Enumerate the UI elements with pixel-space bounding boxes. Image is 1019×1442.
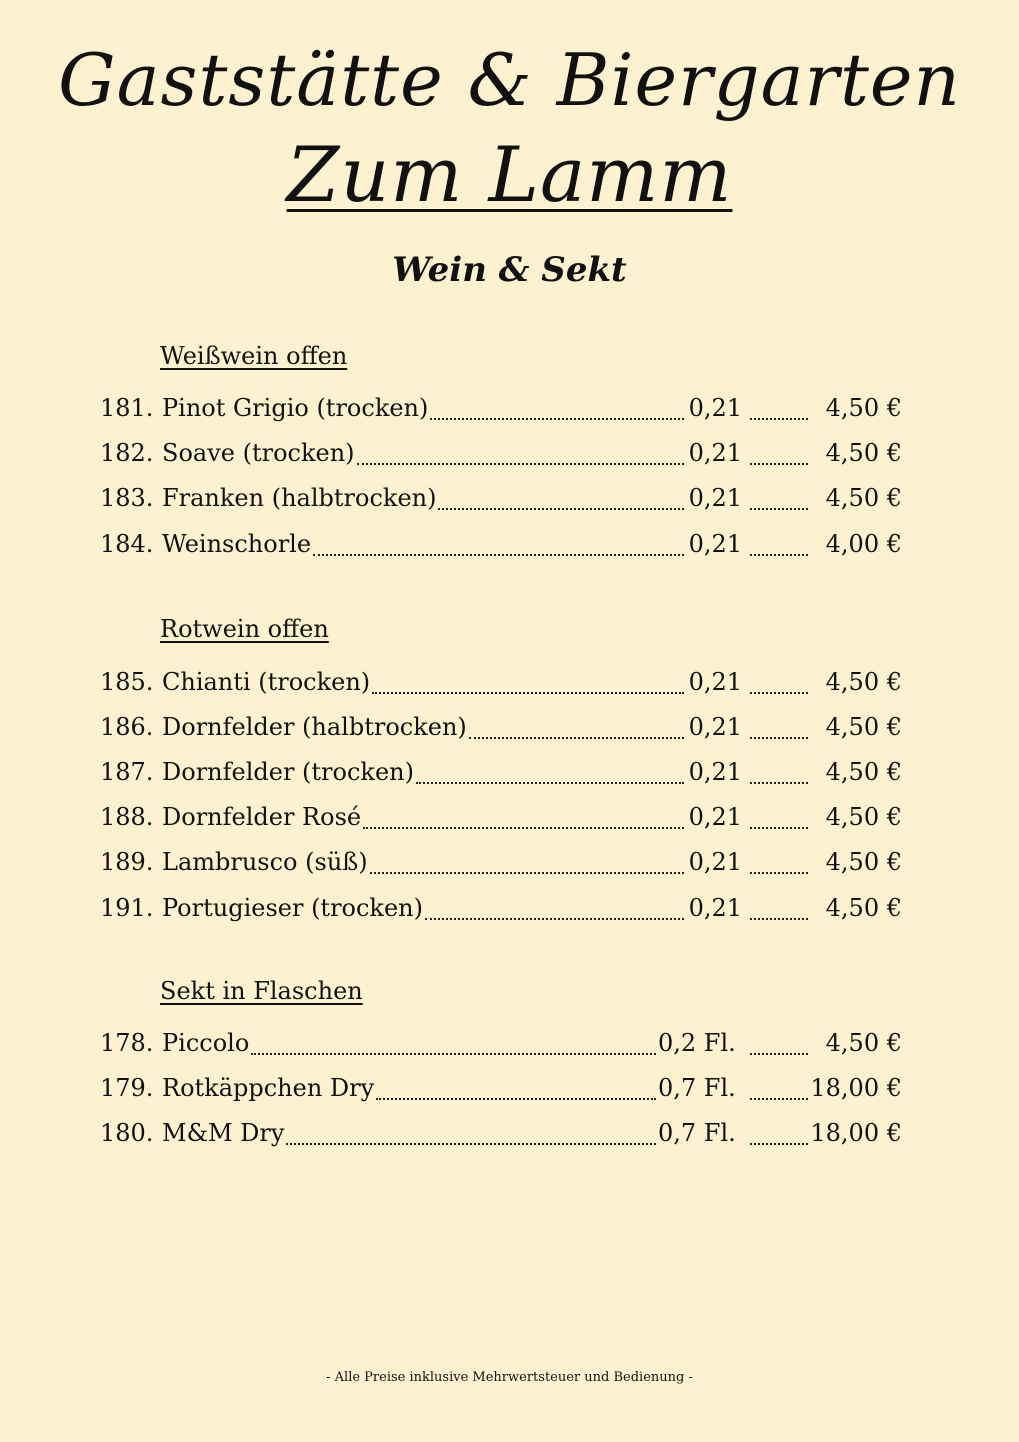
dot-leader [438, 507, 684, 510]
item-name: Soave (trocken) [162, 439, 355, 467]
item-name: Dornfelder Rosé [162, 803, 362, 831]
item-name: M&M Dry [162, 1119, 285, 1147]
item-name: Piccolo [162, 1029, 250, 1057]
dot-leader [750, 871, 808, 874]
dot-leader [750, 826, 808, 829]
dot-leader [750, 736, 808, 739]
menu-item [100, 713, 902, 747]
menu-item [100, 1074, 902, 1108]
item-name: Franken (halbtrocken) [162, 484, 437, 512]
item-number: 187. [100, 758, 154, 786]
item-price: 4,00 € [825, 530, 902, 558]
item-price: 4,50 € [825, 1029, 902, 1057]
item-price: 4,50 € [825, 668, 902, 696]
dot-leader [750, 1052, 808, 1055]
item-quantity: 0,21 [688, 803, 742, 831]
item-quantity: 0,21 [688, 394, 742, 422]
item-number: 178. [100, 1029, 154, 1057]
item-number: 191. [100, 894, 154, 922]
dot-leader [313, 553, 684, 556]
item-price: 4,50 € [825, 713, 902, 741]
item-number: 189. [100, 848, 154, 876]
item-name: Rotkäppchen Dry [162, 1074, 375, 1102]
item-quantity: 0,21 [688, 713, 742, 741]
item-number: 186. [100, 713, 154, 741]
dot-leader [372, 691, 684, 694]
item-price: 18,00 € [810, 1119, 902, 1147]
item-quantity: 0,21 [688, 439, 742, 467]
dot-leader [750, 917, 808, 920]
item-quantity: 0,7 Fl. [658, 1119, 736, 1147]
dot-leader [750, 417, 808, 420]
item-name: Dornfelder (halbtrocken) [162, 713, 467, 741]
item-quantity: 0,21 [688, 530, 742, 558]
item-number: 181. [100, 394, 154, 422]
menu-item [100, 803, 902, 837]
dot-leader [425, 917, 684, 920]
item-name: Chianti (trocken) [162, 668, 371, 696]
dot-leader [750, 1097, 808, 1100]
dot-leader [750, 691, 808, 694]
dot-leader [370, 871, 684, 874]
dot-leader [376, 1097, 656, 1100]
restaurant-name-text: Zum Lamm [286, 130, 733, 219]
item-name: Pinot Grigio (trocken) [162, 394, 429, 422]
item-number: 183. [100, 484, 154, 512]
menu-item [100, 848, 902, 882]
menu-item [100, 668, 902, 702]
item-price: 4,50 € [825, 394, 902, 422]
item-number: 185. [100, 668, 154, 696]
dot-leader [430, 417, 684, 420]
item-name: Dornfelder (trocken) [162, 758, 414, 786]
item-name: Portugieser (trocken) [162, 894, 423, 922]
dot-leader [416, 781, 684, 784]
dot-leader [750, 1142, 808, 1145]
item-price: 18,00 € [810, 1074, 902, 1102]
menu-subtitle: Wein & Sekt [392, 250, 627, 290]
section-title-weisswein: Weißwein offen [160, 342, 348, 370]
menu-item [100, 894, 902, 928]
item-price: 4,50 € [825, 803, 902, 831]
menu-item [100, 484, 902, 518]
item-price: 4,50 € [825, 439, 902, 467]
section-title-sekt: Sekt in Flaschen [160, 977, 363, 1005]
section-title-rotwein: Rotwein offen [160, 615, 329, 643]
restaurant-name [0, 130, 1019, 219]
dot-leader [251, 1052, 656, 1055]
dot-leader [750, 553, 808, 556]
item-quantity: 0,21 [688, 668, 742, 696]
price-footnote: - Alle Preise inklusive Mehrwertsteuer und Bedienung - [326, 1370, 693, 1385]
menu-item [100, 439, 902, 473]
item-number: 184. [100, 530, 154, 558]
dot-leader [750, 507, 808, 510]
menu-item [100, 1029, 902, 1063]
menu-item [100, 758, 902, 792]
dot-leader [750, 462, 808, 465]
item-price: 4,50 € [825, 848, 902, 876]
item-number: 188. [100, 803, 154, 831]
dot-leader [469, 736, 684, 739]
item-quantity: 0,7 Fl. [658, 1074, 736, 1102]
dot-leader [363, 826, 684, 829]
item-quantity: 0,21 [688, 758, 742, 786]
restaurant-title: Gaststätte & Biergarten [58, 38, 961, 122]
item-number: 180. [100, 1119, 154, 1147]
item-price: 4,50 € [825, 484, 902, 512]
item-quantity: 0,21 [688, 848, 742, 876]
item-quantity: 0,21 [688, 484, 742, 512]
item-quantity: 0,2 Fl. [658, 1029, 736, 1057]
menu-item [100, 530, 902, 564]
item-number: 182. [100, 439, 154, 467]
dot-leader [750, 781, 808, 784]
item-number: 179. [100, 1074, 154, 1102]
dot-leader [357, 462, 684, 465]
menu-item [100, 394, 902, 428]
item-price: 4,50 € [825, 758, 902, 786]
menu-item [100, 1119, 902, 1153]
item-name: Weinschorle [162, 530, 312, 558]
item-name: Lambrusco (süß) [162, 848, 368, 876]
dot-leader [286, 1142, 656, 1145]
item-price: 4,50 € [825, 894, 902, 922]
item-quantity: 0,21 [688, 894, 742, 922]
